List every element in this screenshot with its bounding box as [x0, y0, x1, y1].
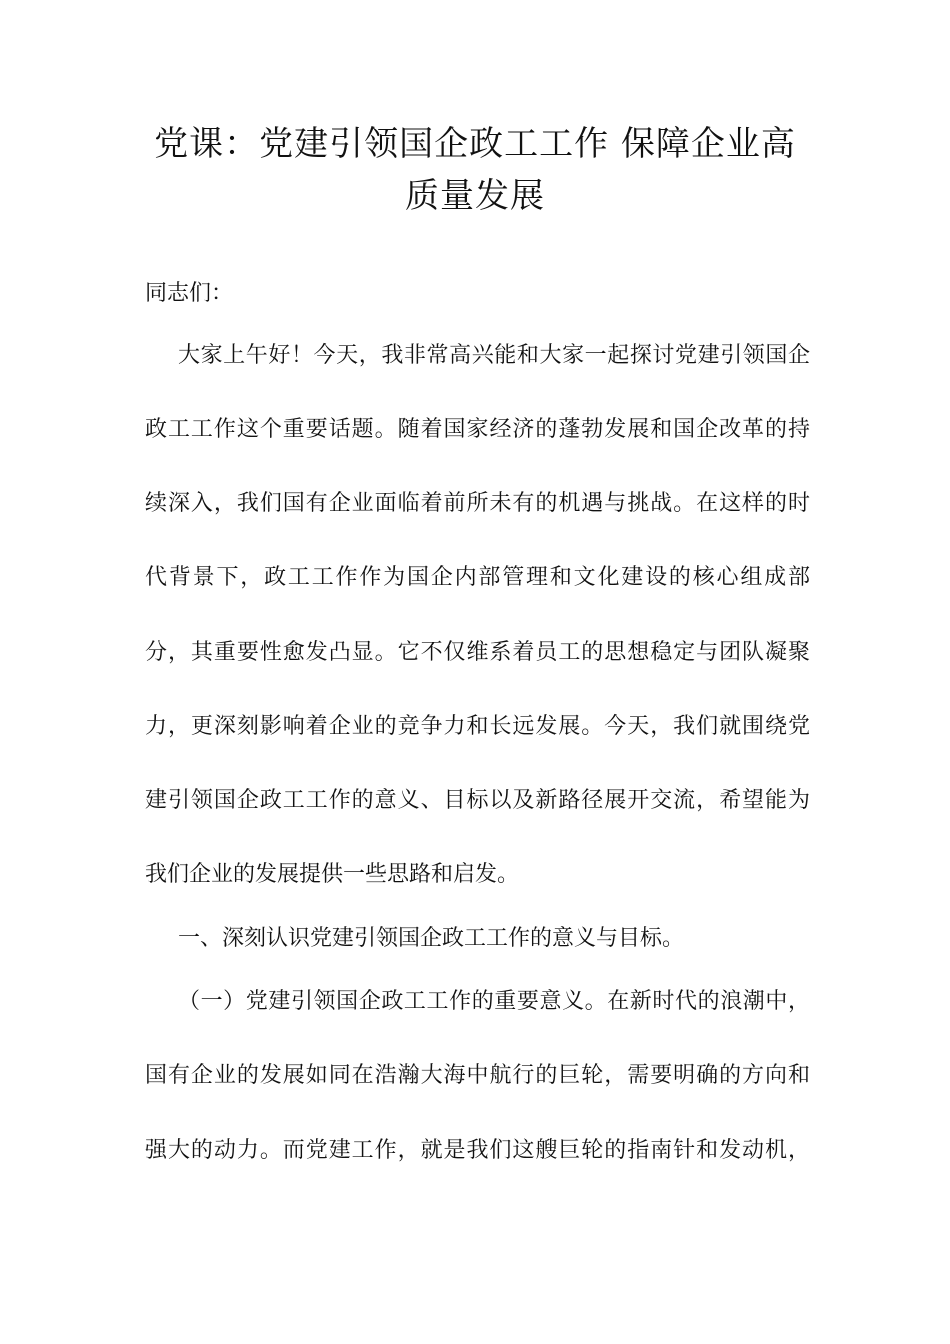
- title-line-2: 质量发展: [405, 176, 545, 216]
- body-line: 政工工作这个重要话题。随着国家经济的蓬勃发展和国企改革的持: [145, 417, 810, 442]
- body-line: 代背景下，政工工作作为国企内部管理和文化建设的核心组成部: [145, 565, 810, 590]
- body-line: 建引领国企政工工作的意义、目标以及新路径展开交流，希望能为: [145, 788, 810, 813]
- body-line: 强大的动力。而党建工作，就是我们这艘巨轮的指南针和发动机，: [145, 1138, 810, 1163]
- body-line: 力，更深刻影响着企业的竞争力和长远发展。今天，我们就围绕党: [145, 714, 810, 739]
- document-title: [140, 118, 810, 222]
- section-heading: 一、深刻认识党建引领国企政工工作的意义与目标。: [178, 926, 685, 951]
- title-line-1: 党课：党建引领国企政工工作 保障企业高: [154, 124, 796, 164]
- body-line: 国有企业的发展如同在浩瀚大海中航行的巨轮，需要明确的方向和: [145, 1063, 810, 1088]
- body-line: 大家上午好！今天，我非常高兴能和大家一起探讨党建引领国企: [178, 343, 810, 368]
- body-line: （一）党建引领国企政工工作的重要意义。在新时代的浪潮中，: [178, 989, 810, 1014]
- salutation: 同志们：: [145, 281, 234, 306]
- body-line: 我们企业的发展提供一些思路和启发。: [145, 862, 520, 887]
- body-line: 续深入，我们国有企业面临着前所未有的机遇与挑战。在这样的时: [145, 491, 810, 516]
- body-line: 分，其重要性愈发凸显。它不仅维系着员工的思想稳定与团队凝聚: [145, 640, 810, 665]
